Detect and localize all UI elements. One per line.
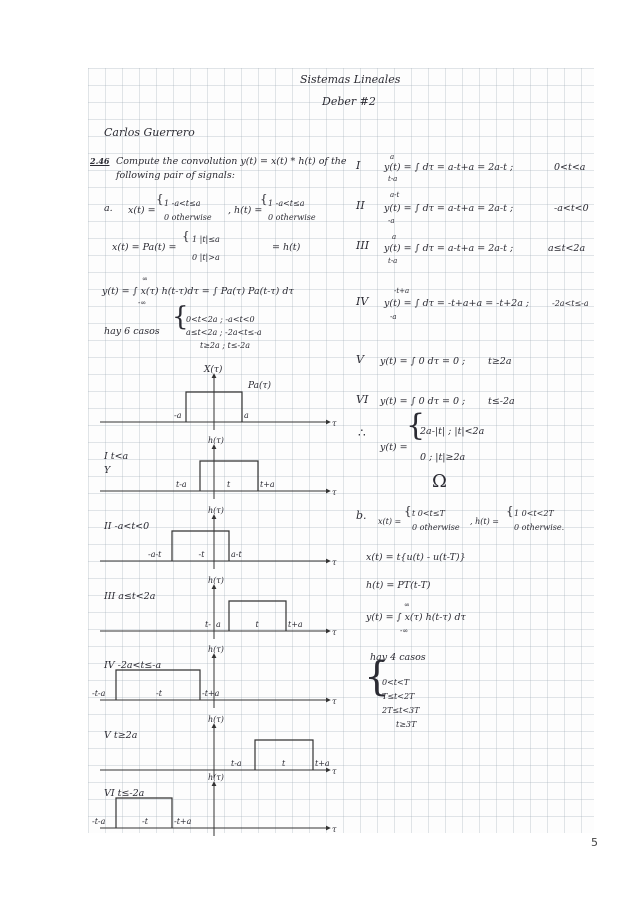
page-number: 5 xyxy=(591,836,598,849)
part-a-pa-def: x(t) = Pa(t) = xyxy=(112,242,177,253)
result-IV-cond: -2a<t≤-a xyxy=(552,299,589,308)
result-I-cond: 0<t<a xyxy=(554,162,586,173)
case-left-label: t-a xyxy=(231,759,242,768)
omega-end-icon: Ω xyxy=(432,471,447,492)
case-axis-label: τ xyxy=(332,628,337,637)
case-mid-label: -t xyxy=(156,689,162,698)
result-II-cond: -a<t<0 xyxy=(554,203,589,214)
case-title: VI t≤-2a xyxy=(104,788,145,799)
result-II-upper: a-t xyxy=(390,191,400,199)
part-b-h-def: , h(t) = xyxy=(470,517,499,526)
result-I-upper: a xyxy=(390,153,395,161)
part-a-x-case1: 1 -a<t≤a xyxy=(164,199,201,208)
conv-upper-limit: ∞ xyxy=(142,275,148,283)
case-ylabel: h(τ) xyxy=(208,773,224,782)
case-plot-5 xyxy=(100,715,337,778)
part-a-pa-case2: 0 |t|>a xyxy=(192,253,220,262)
brace-icon: { xyxy=(156,192,164,206)
result-V-number: V xyxy=(356,353,364,366)
result-III-cond: a≤t<2a xyxy=(548,243,586,254)
part-b-case-3: 2T≤t<3T xyxy=(382,706,420,715)
case-ylabel: h(τ) xyxy=(208,645,224,654)
main-right-label: a xyxy=(244,411,249,420)
part-a-x-case2: 0 otherwise xyxy=(164,213,212,222)
result-V-expr: y(t) = ∫ 0 dτ = 0 ; xyxy=(380,356,466,367)
part-b-convolution: y(t) = ∫ x(τ) h(t-τ) dτ xyxy=(366,612,466,623)
part-b-h-case1: 1 0<t<2T xyxy=(514,509,554,518)
result-VI-number: VI xyxy=(356,393,369,406)
case-axis-label: τ xyxy=(332,488,337,497)
result-I-lower: t-a xyxy=(388,175,398,183)
result-I-expr: y(t) = ∫ dτ = a-t+a = 2a-t ; xyxy=(384,162,514,173)
therefore-icon: ∴ xyxy=(358,426,366,440)
part-a-case-1: 0<t<2a ; -a<t<0 xyxy=(186,315,255,324)
result-VI-expr: y(t) = ∫ 0 dτ = 0 ; xyxy=(380,396,466,407)
page-title: Sistemas Lineales xyxy=(300,73,401,86)
part-a-case-2: a≤t<2a ; -2a<t≤-a xyxy=(186,328,262,337)
case-left-label: -t-a xyxy=(92,689,106,698)
case-left-label: -t-a xyxy=(92,817,106,826)
case-axis-label: τ xyxy=(332,558,337,567)
part-b-x-case1: t 0<t≤T xyxy=(412,509,445,518)
case-right-label: -t+a xyxy=(202,689,220,698)
brace-icon: { xyxy=(182,229,190,243)
case-axis-label: τ xyxy=(332,767,337,776)
main-pulse-label: Pa(τ) xyxy=(248,381,272,391)
result-V-cond: t≥2a xyxy=(488,356,512,367)
part-b-x-def: x(t) = xyxy=(378,517,402,526)
brace-icon: { xyxy=(260,192,268,206)
main-pulse-plot xyxy=(100,364,337,430)
case-left-label: t- xyxy=(205,620,211,629)
case-right-label: -t+a xyxy=(174,817,192,826)
case-title: III a≤t<2a xyxy=(104,591,156,602)
case-axis-label: τ xyxy=(332,697,337,706)
case-extra-label: Y xyxy=(104,465,111,476)
summary-case2: 0 ; |t|≥2a xyxy=(420,452,466,463)
case-title: IV -2a<t≤-a xyxy=(104,660,162,671)
case-right-label: t+a xyxy=(288,620,303,629)
conv-lower-limit: -∞ xyxy=(138,299,147,307)
case-plot-6 xyxy=(92,773,337,836)
brace-icon: { xyxy=(364,654,390,700)
result-IV-number: IV xyxy=(356,295,369,308)
part-b-label: b. xyxy=(356,509,367,522)
case-plot-1 xyxy=(100,436,337,499)
part-b-h-case2: 0 otherwise. xyxy=(514,523,565,532)
page-subtitle: Deber #2 xyxy=(322,95,376,108)
part-a-h-case1: 1 -a<t≤a xyxy=(268,199,305,208)
case-plot-4 xyxy=(92,645,337,708)
case-right-label: t+a xyxy=(315,759,330,768)
part-a-convolution: y(t) = ∫ x(τ) h(t-τ)dτ = ∫ Pa(τ) Pa(t-τ) dτ xyxy=(102,286,294,297)
case-mid-label: -t xyxy=(198,550,205,559)
brace-icon: { xyxy=(406,408,426,443)
case-right-label: a-t xyxy=(231,550,242,559)
case-ylabel: h(τ) xyxy=(208,436,224,445)
case-mid-label: t xyxy=(227,480,231,489)
part-b-cases-label: hay 4 casos xyxy=(370,652,426,663)
problem-number: 2.46 xyxy=(90,156,110,166)
problem-statement-line1: Compute the convolution y(t) = x(t) * h(t) of the xyxy=(116,156,347,167)
case-plots-group xyxy=(92,436,337,836)
part-b-case-2: T≤t<2T xyxy=(382,692,415,701)
result-III-lower: t-a xyxy=(388,257,398,265)
main-axis-label: τ xyxy=(332,419,337,428)
case-left-label: -a-t xyxy=(148,550,162,559)
case-right-label: t+a xyxy=(260,480,275,489)
case-title: II -a<t<0 xyxy=(104,521,150,532)
result-I-number: I xyxy=(356,159,361,172)
result-III-expr: y(t) = ∫ dτ = a-t+a = 2a-t ; xyxy=(384,243,514,254)
result-II-expr: y(t) = ∫ dτ = a-t+a = 2a-t ; xyxy=(384,203,514,214)
result-III-upper: a xyxy=(392,233,397,241)
problem-statement-line2: following pair of signals: xyxy=(116,170,235,181)
result-IV-lower: -a xyxy=(390,313,397,321)
brace-icon: { xyxy=(172,302,189,332)
part-a-h-case2: 0 otherwise xyxy=(268,213,316,222)
part-a-case-3: t≥2a ; t≤-2a xyxy=(200,341,251,350)
result-II-lower: -a xyxy=(388,217,395,225)
result-VI-cond: t≤-2a xyxy=(488,396,515,407)
case-mid-label: -t xyxy=(142,817,148,826)
part-b-h-pulse: h(t) = PT(t-T) xyxy=(366,580,431,591)
case-title: I t<a xyxy=(104,451,129,462)
part-b-case-4: t≥3T xyxy=(396,720,417,729)
part-b-conv-lower: -∞ xyxy=(400,627,409,635)
part-b-x-case2: 0 otherwise xyxy=(412,523,460,532)
case-mid-label: t xyxy=(282,759,286,768)
main-left-label: -a xyxy=(174,411,182,420)
main-ylabel: X(τ) xyxy=(204,365,223,375)
case-mid-label: t xyxy=(255,620,259,629)
brace-icon: { xyxy=(506,504,514,518)
result-III-number: III xyxy=(356,239,370,252)
part-a-pa-case1: 1 |t|≤a xyxy=(192,235,220,244)
part-a-x-def: x(t) = xyxy=(128,205,156,216)
result-II-number: II xyxy=(356,199,365,212)
part-a-label: a. xyxy=(104,203,113,214)
case-mid2-label: a xyxy=(216,620,221,629)
case-ylabel: h(τ) xyxy=(208,506,224,515)
case-plot-3 xyxy=(100,576,337,639)
part-b-case-1: 0<t<T xyxy=(382,678,410,687)
part-a-h-def: , h(t) = xyxy=(228,205,263,216)
summary-lhs: y(t) = xyxy=(380,442,408,453)
author-name: Carlos Guerrero xyxy=(104,126,195,139)
case-ylabel: h(τ) xyxy=(208,715,224,724)
case-plot-2 xyxy=(100,506,337,569)
result-IV-expr: y(t) = ∫ dτ = -t+a+a = -t+2a ; xyxy=(384,298,530,309)
case-title: V t≥2a xyxy=(104,730,138,741)
summary-case1: 2a-|t| ; |t|<2a xyxy=(420,426,485,437)
result-IV-upper: -t+a xyxy=(394,287,410,295)
case-ylabel: h(τ) xyxy=(208,576,224,585)
brace-icon: { xyxy=(404,504,412,518)
part-a-pa-eq: = h(t) xyxy=(272,242,301,253)
case-axis-label: τ xyxy=(332,825,337,834)
case-left-label: t-a xyxy=(176,480,187,489)
part-a-cases-label: hay 6 casos xyxy=(104,326,160,337)
part-b-x-step: x(t) = t{u(t) - u(t-T)} xyxy=(366,552,466,563)
part-b-conv-upper: ∞ xyxy=(404,601,410,609)
